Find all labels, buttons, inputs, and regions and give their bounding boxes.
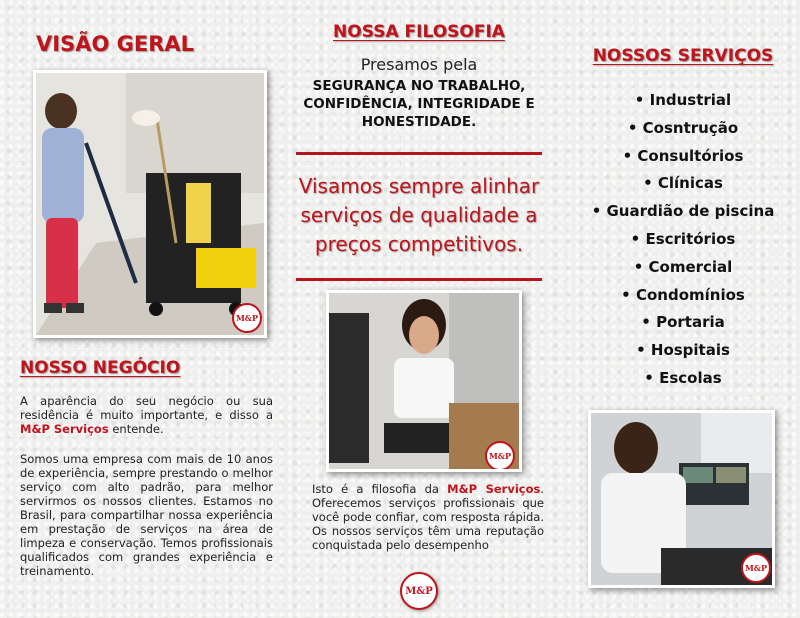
service-item: • Consultórios — [622, 146, 744, 165]
cleaning-photo — [33, 70, 267, 338]
philosophy-slogan: Visamos sempre alinhar serviços de qualidade a preços competitivos. — [298, 174, 540, 256]
footer-logo — [400, 572, 438, 610]
philosophy-values: SEGURANÇA NO TRABALHO, CONFIDÊNCIA, INTEGRIDADE E HONESTIDADE. — [303, 78, 535, 130]
service-item: • Hospitais — [636, 341, 730, 360]
logo-text-2: M&P — [488, 451, 512, 461]
overview-title: VISÃO GERAL — [36, 32, 194, 56]
philosophy-p-rest: . Oferecemos serviços profissionais que você pode confiar, com resposta rápida. Os nossos serviços têm uma reputação conquistada pelo desempenho — [312, 482, 545, 552]
service-item: • Escritórios — [630, 229, 736, 248]
logo-text: M&P — [235, 313, 259, 323]
security-photo — [588, 410, 775, 588]
service-item: • Portaria — [641, 313, 725, 332]
philosophy-intro: Presamos pela — [360, 55, 478, 74]
service-label: Clínicas — [657, 174, 723, 193]
brand-name-2: M&P Serviços — [447, 482, 541, 496]
company-logo-badge-2 — [485, 441, 515, 471]
business-title: NOSSO NEGÓCIO — [20, 358, 181, 378]
service-label: Comercial — [648, 257, 733, 276]
services-title: NOSSOS SERVIÇOS — [592, 46, 774, 66]
business-p2-text: Somos uma empresa com mais de 10 anos de experiência, sempre prestando o melhor serviço com alto padrão, para melhor servirmos os nossos clientes. Estamos no Brasil, para compartilhar nossa experiência em prestação de serviços na área de limpeza e conservação. Temos profissionais qualificados com grandes experiência e treinamento. — [20, 452, 273, 578]
logo-text-3: M&P — [744, 563, 768, 573]
service-label: Condomínios — [635, 285, 745, 304]
service-item: • Guardião de piscina — [591, 202, 775, 221]
services-list — [572, 87, 794, 393]
service-item: • Condomínios — [621, 285, 745, 304]
company-logo-badge-3 — [741, 553, 771, 583]
business-paragraph-1 — [20, 394, 273, 436]
service-label: Guardião de piscina — [606, 202, 775, 221]
service-item: • Clínicas — [643, 174, 723, 193]
bottom-divider — [296, 278, 542, 281]
service-item: • Escolas — [644, 368, 722, 387]
top-divider — [296, 152, 542, 155]
business-p1-end: entende. — [112, 422, 164, 436]
business-p1-text: A aparência do seu negócio ou sua residência é muito importante, e disso a — [20, 394, 273, 422]
service-label: Portaria — [656, 313, 725, 332]
philosophy-title: NOSSA FILOSOFIA — [333, 22, 505, 42]
brand-name: M&P Serviços — [20, 422, 109, 436]
footer-logo-text: M&P — [405, 585, 433, 597]
service-label: Consultórios — [637, 146, 744, 165]
office-worker-photo — [326, 290, 522, 472]
service-item: • Cosntrução — [627, 118, 739, 137]
business-paragraph-2 — [20, 452, 273, 578]
service-label: Cosntrução — [642, 118, 739, 137]
cleaning-worker-illustration — [36, 73, 264, 335]
philosophy-p-start: Isto é a filosofia da — [312, 482, 439, 496]
service-label: Industrial — [649, 91, 732, 109]
company-logo-badge — [232, 303, 262, 333]
service-item: • Industrial — [634, 91, 732, 109]
office-worker-illustration — [329, 293, 519, 469]
service-label: Escolas — [659, 368, 722, 387]
service-item: • Comercial — [633, 257, 733, 276]
service-label: Escritórios — [645, 229, 736, 248]
philosophy-paragraph — [312, 482, 544, 552]
service-label: Hospitais — [650, 341, 730, 360]
